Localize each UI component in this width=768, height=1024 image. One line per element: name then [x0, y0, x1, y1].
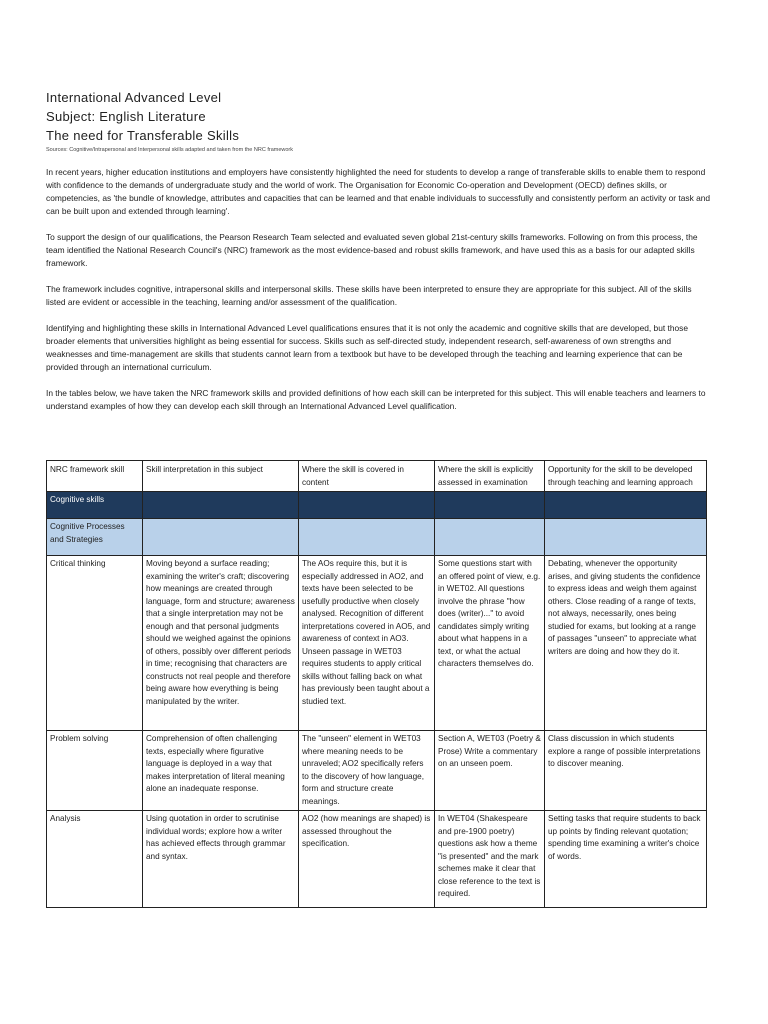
tables-paragraph: In the tables below, we have taken the NRC framework skills and provided definitions of how each skill can be interpreted for this subject. This will enable teachers and learners to understand examples of how they can develop each skill through an International Advanced Level qualification.	[46, 388, 706, 411]
skills-table	[46, 460, 707, 908]
section-row-processes	[47, 519, 707, 556]
content-cell: AO2 (how meanings are shaped) is assessed throughout the specification.	[299, 811, 435, 908]
subsection-label: Cognitive Processes and Strategies	[47, 519, 143, 556]
header-opportunity: Opportunity for the skill to be developed through teaching and learning approach	[545, 461, 707, 492]
opportunity-cell: Class discussion in which students explore a range of possible interpretations to discover meaning.	[545, 731, 707, 811]
assessed-cell: In WET04 (Shakespeare and pre-1900 poetry) questions ask how a theme "is presented" and the mark schemes make it clear that close reference to the text is required.	[435, 811, 545, 908]
section-cell	[435, 492, 545, 519]
interpretation-cell: Using quotation in order to scrutinise individual words; explore how a writer has achieved effects through grammar and syntax.	[143, 811, 299, 908]
skill-cell: Critical thinking	[47, 556, 143, 731]
table-row	[47, 556, 707, 731]
subsection-cell	[435, 519, 545, 556]
table-row	[47, 731, 707, 811]
interpretation-cell: Moving beyond a surface reading; examining the writer's craft; discovering how meanings are created through language, form and structure; awareness that a single interpretation may not be enough and that personal judgments should we weighed against the opinions of others, possibly over different periods in time; recognising that characters are constructs not real people and therefore being aware how everything is being manipulated by the writer.	[143, 556, 299, 731]
section-label: Cognitive skills	[47, 492, 143, 519]
header-content: Where the skill is covered in content	[299, 461, 435, 492]
table-header-row	[47, 461, 707, 492]
subsection-cell	[299, 519, 435, 556]
section-cell	[545, 492, 707, 519]
qualification-title: International Advanced Level	[46, 90, 222, 105]
research-paragraph: To support the design of our qualifications, the Pearson Research Team selected and evaluated seven global 21st-century skills frameworks. Following on from this process, the team identified the National Research Council's (NRC) framework as the most evidence-based and robust skills framework, and have used this as a basis for our adapted skills framework.	[46, 232, 698, 268]
subject-title: Subject: English Literature	[46, 109, 206, 124]
intro-paragraph: In recent years, higher education institutions and employers have consistently highlighted the need for students to develop a range of transferable skills to enable them to respond with confidence to the demands of undergraduate study and the world of work. The Organisation for Economic Co-operation and Development (OECD) defines skills, or competencies, as 'the bundle of knowledge, attributes and capacities that can be learned and that enable individuals to successfully and consistently perform an activity or task and can be built upon and extended through learning'.	[46, 167, 711, 216]
skill-cell: Analysis	[47, 811, 143, 908]
content-cell: The AOs require this, but it is especially addressed in AO2, and texts have been selected to be usefully productive when closely analysed. Recognition of different interpretations covered in AO5, and awareness of context in AO3. Unseen passage in WET03 requires students to apply critical skills without falling back on what has previously been taught about a studied text.	[299, 556, 435, 731]
opportunity-cell: Debating, whenever the opportunity arises, and giving students the confidence to express ideas and weigh them against others. Close reading of a range of texts, not always, necessarily, ones being studied for exams, but looking at a range of passages "unseen" to appreciate what writers are doing and how they do it.	[545, 556, 707, 731]
document-body	[46, 88, 712, 413]
header-nrc-skill: NRC framework skill	[47, 461, 143, 492]
opportunity-cell: Setting tasks that require students to back up points by finding relevant quotation; spending time examining a writer's choice of words.	[545, 811, 707, 908]
skills-paragraph: Identifying and highlighting these skills in International Advanced Level qualifications ensures that it is not only the academic and cognitive skills that are developed, but those broader elements that universities highlight as being essential for success. Skills such as self-directed study, independent research, self-awareness of own strengths and weaknesses and time-management are skills that students cannot learn from a textbook but have to be developed through the teaching and learning experience that can be provided through an international curriculum.	[46, 323, 689, 372]
content-cell: The "unseen" element in WET03 where meaning needs to be unraveled; AO2 specifically refers to the discovery of how language, form and structure create meanings.	[299, 731, 435, 811]
section-cell	[299, 492, 435, 519]
framework-paragraph: The framework includes cognitive, intrapersonal skills and interpersonal skills. These skills have been interpreted to ensure they are appropriate for this subject. All of the skills listed are evident or accessible in the teaching, learning and/or assessment of the qualification.	[46, 284, 692, 307]
assessed-cell: Section A, WET03 (Poetry & Prose) Write a commentary on an unseen poem.	[435, 731, 545, 811]
assessed-cell: Some questions start with an offered point of view, e.g. in WET02. All questions involve the phrase "how does (writer)..." to avoid candidates simply writing about what happens in a text, or what the actual characters themselves do.	[435, 556, 545, 731]
sources-note: Sources: Cognitive/Intrapersonal and Interpersonal skills adapted and taken from the NRC framework	[46, 147, 294, 153]
subsection-cell	[545, 519, 707, 556]
section-row-cognitive	[47, 492, 707, 519]
header-assessed: Where the skill is explicitly assessed in examination	[435, 461, 545, 492]
section-cell	[143, 492, 299, 519]
interpretation-cell: Comprehension of often challenging texts, especially where figurative language is deployed in a way that makes interpretation of literal meaning alone an inadequate response.	[143, 731, 299, 811]
subsection-cell	[143, 519, 299, 556]
skill-cell: Problem solving	[47, 731, 143, 811]
header-interpretation: Skill interpretation in this subject	[143, 461, 299, 492]
page-title: The need for Transferable Skills	[46, 128, 240, 143]
table-row	[47, 811, 707, 908]
